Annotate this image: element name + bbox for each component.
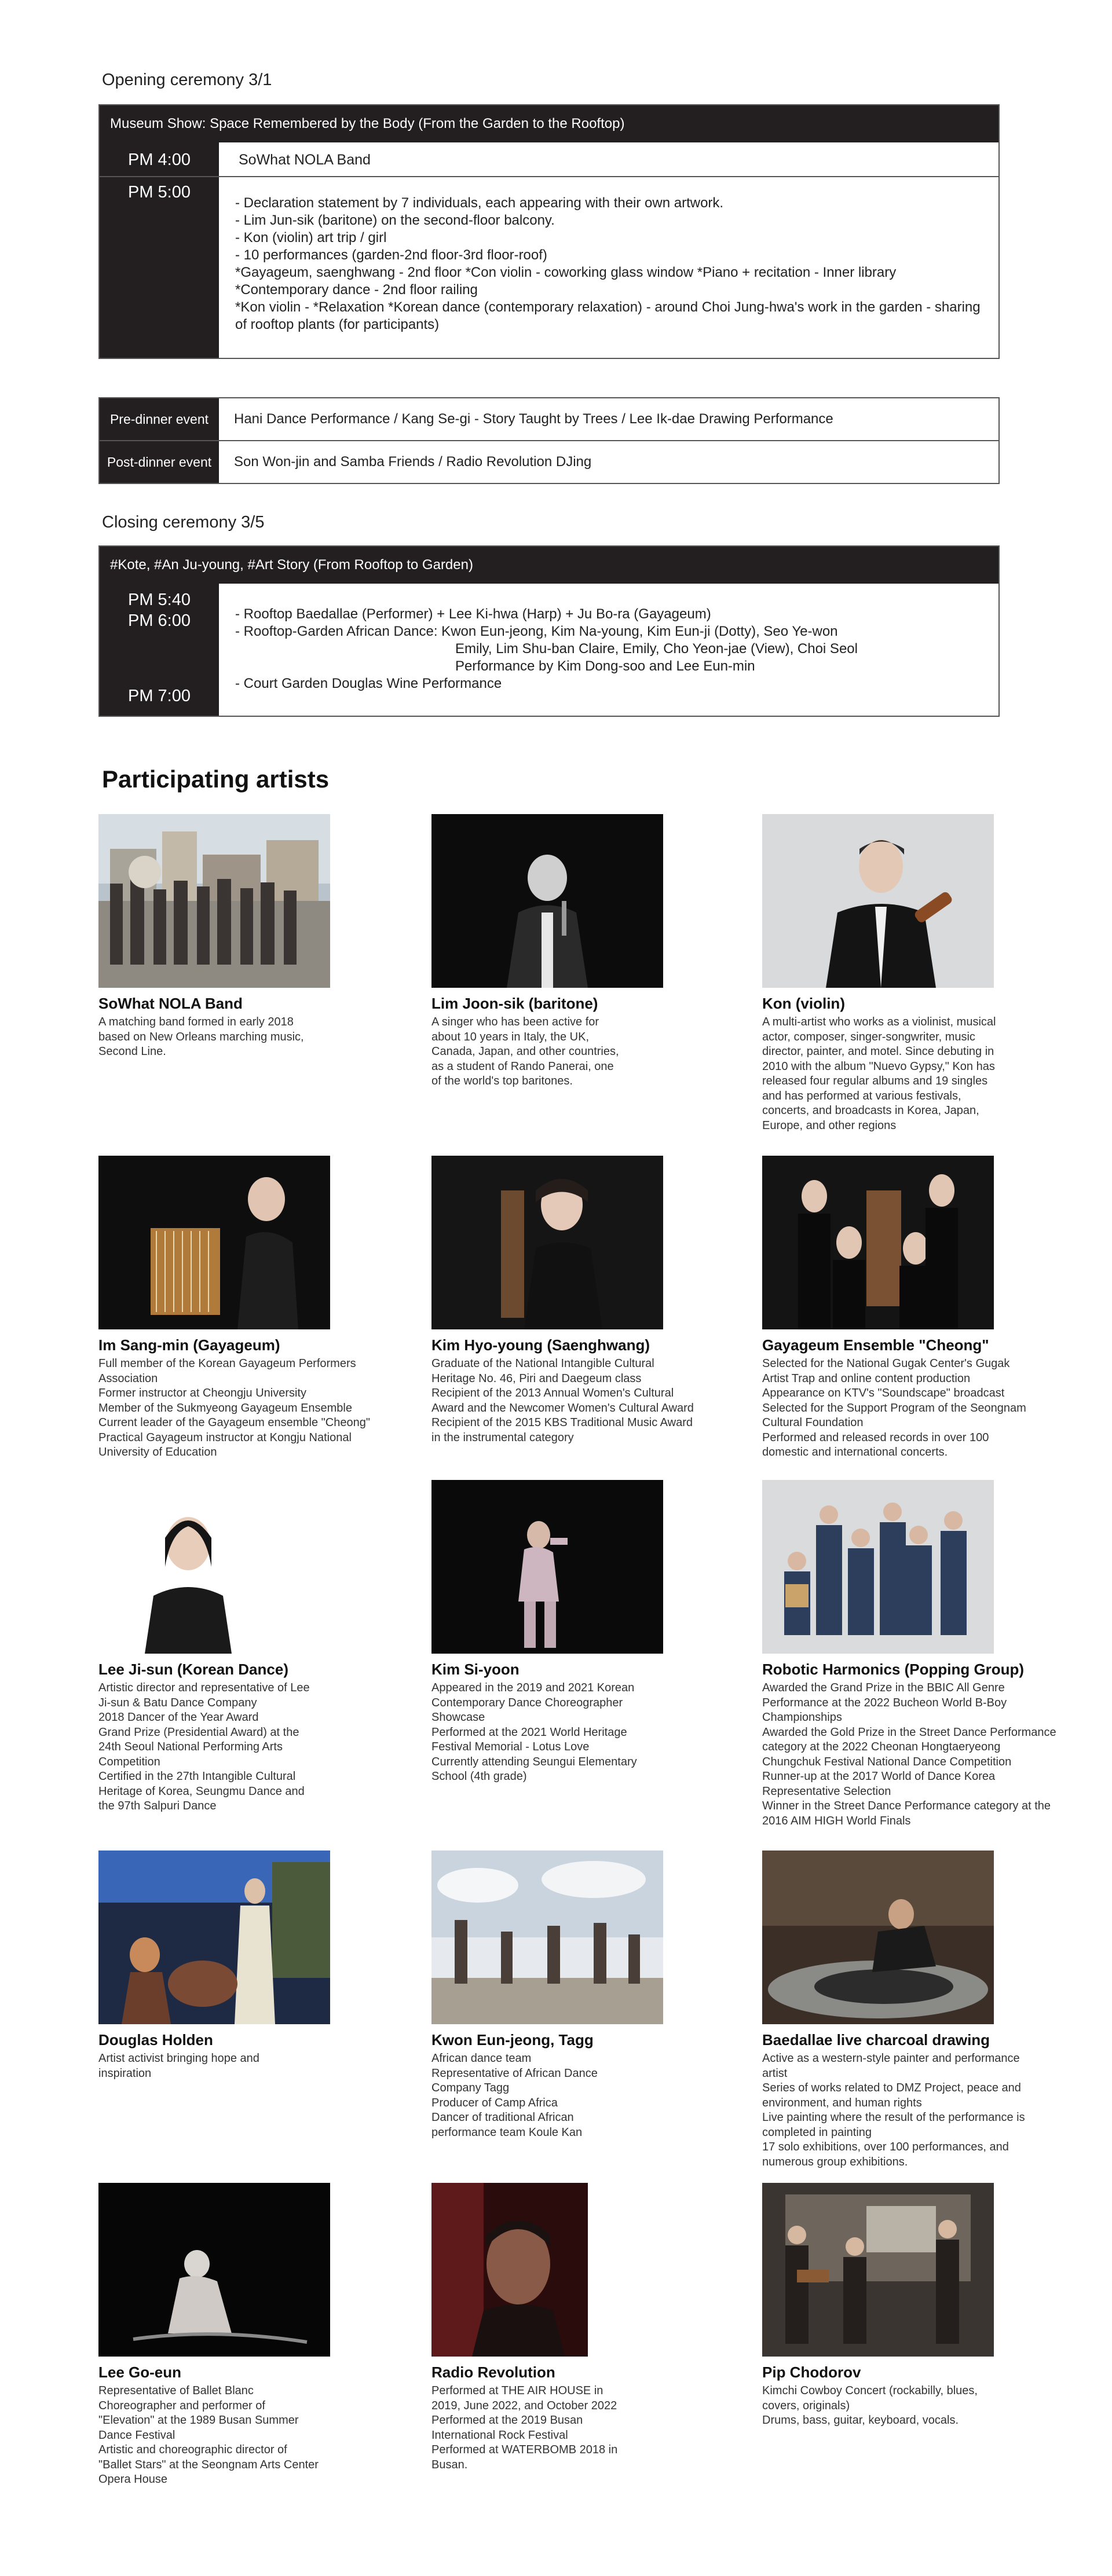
- artist-photo: [762, 1851, 994, 2024]
- artist-description: Representative of Ballet Blanc Choreographer and performer of "Elevation" at the 1989 Busan Summer Dance Festival Artistic and choreographic director of "Ballet Stars" at the Seongnam Arts Center Opera House: [98, 2384, 319, 2486]
- artist-name: Radio Revolution: [431, 2364, 555, 2381]
- artist-photo: [431, 1851, 663, 2024]
- closing-line: Emily, Lim Shu-ban Claire, Emily, Cho Yeon-jae (View), Choi Seol: [455, 641, 858, 657]
- closing-ceremony-header: #Kote, #An Ju-young, #Art Story (From Rooftop to Garden): [100, 547, 998, 584]
- pre-dinner-row: [100, 398, 998, 441]
- artist-description: African dance team Representative of African Dance Company Tagg Producer of Camp Africa Dancer of traditional African performance team Koule Kan: [431, 2052, 598, 2139]
- artist-photo: [431, 1480, 663, 1654]
- artist-photo: [431, 1156, 663, 1329]
- artist-description: Performed at THE AIR HOUSE in 2019, June 2022, and October 2022 Performed at the 2019 Busan International Rock Festival Performed at WATERBOMB 2018 in Busan.: [431, 2384, 618, 2471]
- artist-name: Douglas Holden: [98, 2031, 213, 2049]
- time-cell: PM 4:00: [100, 142, 219, 176]
- artist-photo: [762, 2183, 994, 2357]
- post-dinner-row: [100, 441, 998, 483]
- artist-card: [762, 1851, 1075, 2170]
- artist-name: Gayageum Ensemble "Cheong": [762, 1336, 989, 1354]
- artist-description: A multi-artist who works as a violinist, musical actor, composer, singer-songwriter, music director, painter, and motel. Since debuting in 2010 with the album "Nuevo Gypsy," Kon has released four regular albums and 19 singles and has performed at various festivals, concerts, and broadcasts in Korea, Japan, Europe, and other regions: [762, 1016, 996, 1132]
- closing-row: [100, 584, 998, 716]
- artist-card: [431, 814, 744, 1089]
- dinner-events-table: [98, 397, 1000, 484]
- artist-photo: [762, 1156, 994, 1329]
- opening-row-1: [100, 142, 998, 177]
- artist-card: [431, 2183, 744, 2472]
- artist-name: Kon (violin): [762, 995, 845, 1012]
- artist-name: Baedallae live charcoal drawing: [762, 2031, 990, 2049]
- artist-photo: [98, 1156, 330, 1329]
- artist-card: [98, 1480, 411, 1814]
- closing-line: Performance by Kim Dong-soo and Lee Eun-min: [455, 658, 755, 674]
- artist-card: [762, 2183, 1075, 2428]
- artist-description: Appeared in the 2019 and 2021 Korean Contemporary Dance Choreographer Showcase Performed at the 2021 World Heritage Festival Memorial - Lotus Love Currently attending Seungui Elementary School (4th grade): [431, 1681, 637, 1783]
- artist-description: Kimchi Cowboy Concert (rockabilly, blues, covers, originals) Drums, bass, guitar, keyboard, vocals.: [762, 2384, 978, 2427]
- row-text: - Declaration statement by 7 individuals, each appearing with their own artwork. - Lim Jun-sik (baritone) on the second-floor balcony. - Kon (violin) art trip / girl - 10 performances (garden-2nd floor-3rd floor-roof) *Gayageum, saenghwang - 2nd floor *Con violin - coworking glass window *Piano + recitation - Inner library *Contemporary dance - 2nd floor railing *Kon violin - *Relaxation *Korean dance (contemporary relaxation) - around Choi Jung-hwa's work in the garden - sharing of rooftop plants (for participants): [235, 195, 981, 332]
- artist-name: Robotic Harmonics (Popping Group): [762, 1661, 1025, 1678]
- closing-line: - Rooftop Baedallae (Performer) + Lee Ki-hwa (Harp) + Ju Bo-ra (Gayageum): [235, 606, 711, 622]
- row-text: SoWhat NOLA Band: [239, 152, 371, 168]
- artist-name: Lee Ji-sun (Korean Dance): [98, 1661, 288, 1678]
- artist-photo: [762, 1480, 994, 1654]
- artist-photo: [98, 1480, 330, 1654]
- event-label: Post-dinner event: [100, 441, 219, 483]
- opening-ceremony-header: Museum Show: Space Remembered by the Body (From the Garden to the Rooftop): [100, 105, 998, 142]
- artist-name: Kim Si-yoon: [431, 1661, 520, 1678]
- artist-photo: [431, 814, 663, 988]
- artist-photo: [98, 1851, 330, 2024]
- artist-card: [762, 814, 1075, 1133]
- artist-photo: [762, 814, 994, 988]
- artist-photo: [98, 814, 330, 988]
- closing-ceremony-label: Closing ceremony 3/5: [102, 513, 265, 532]
- artist-description: A singer who has been active for about 10 years in Italy, the UK, Canada, Japan, and other countries, as a student of Rando Panerai, one of the world's top baritones.: [431, 1016, 619, 1087]
- artist-name: Lee Go-eun: [98, 2364, 182, 2381]
- artist-description: Artist activist bringing hope and inspiration: [98, 2052, 259, 2080]
- artist-card: [762, 1156, 1075, 1460]
- closing-line: - Rooftop-Garden African Dance: Kwon Eun-jeong, Kim Na-young, Kim Eun-ji (Dotty), Seo Ye-won: [235, 624, 838, 639]
- event-label: Pre-dinner event: [100, 398, 219, 440]
- artist-description: Active as a western-style painter and performance artist Series of works related to DMZ Project, peace and environment, and human rights Live painting where the result of the performance is completed in painting 17 solo exhibitions, over 100 performances, and numerous group exhibitions.: [762, 2052, 1025, 2168]
- artist-card: [431, 1156, 744, 1445]
- opening-ceremony-label: Opening ceremony 3/1: [102, 71, 272, 89]
- artist-name: Pip Chodorov: [762, 2364, 861, 2381]
- artist-name: Lim Joon-sik (baritone): [431, 995, 598, 1012]
- artist-description: A matching band formed in early 2018 based on New Orleans marching music, Second Line.: [98, 1016, 304, 1058]
- artist-description: Artistic director and representative of Lee Ji-sun & Batu Dance Company 2018 Dancer of the Year Award Grand Prize (Presidential Award) at the 24th Seoul National Performing Arts Competition Certified in the 27th Intangible Cultural Heritage of Korea, Seungmu Dance and the 97th Salpuri Dance: [98, 1681, 310, 1812]
- artist-name: Kim Hyo-young (Saenghwang): [431, 1336, 650, 1354]
- opening-row-2: [100, 177, 998, 358]
- artist-card: [98, 814, 411, 1060]
- time-label: PM 6:00: [128, 611, 191, 630]
- time-label: PM 5:40: [128, 591, 191, 609]
- event-text: Son Won-jin and Samba Friends / Radio Revolution DJing: [234, 454, 592, 470]
- artist-photo: [98, 2183, 330, 2357]
- artist-name: Im Sang-min (Gayageum): [98, 1336, 280, 1354]
- artist-name: Kwon Eun-jeong, Tagg: [431, 2031, 594, 2049]
- closing-line: - Court Garden Douglas Wine Performance: [235, 676, 502, 691]
- artist-description: Awarded the Grand Prize in the BBIC All Genre Performance at the 2022 Bucheon World B-Boy Championships Awarded the Gold Prize in the Street Dance Performance category at the 2022 Cheonan Hongtaeryeong Chungchuk Festival National Dance Competition Runner-up at the 2017 World of Dance Korea Representative Selection Winner in the Street Dance Performance category at the 2016 AIM HIGH World Finals: [762, 1681, 1056, 1827]
- time-label: PM 7:00: [128, 687, 191, 705]
- time-cell: [100, 584, 219, 716]
- closing-ceremony-table: [98, 545, 1000, 717]
- participating-artists-title: Participating artists: [102, 765, 330, 793]
- event-text: Hani Dance Performance / Kang Se-gi - Story Taught by Trees / Lee Ik-dae Drawing Performance: [234, 411, 833, 427]
- artist-card: [431, 1851, 744, 2140]
- time-cell: PM 5:00: [100, 177, 219, 358]
- artist-card: [431, 1480, 744, 1784]
- opening-ceremony-table: [98, 104, 1000, 359]
- artist-name: SoWhat NOLA Band: [98, 995, 243, 1012]
- artist-card: [98, 2183, 411, 2487]
- artist-description: Selected for the National Gugak Center's Gugak Artist Trap and online content production Appearance on KTV's "Soundscape" broadcast Selected for the Support Program of the Seongnam Cultural Foundation Performed and released records in over 100 domestic and international concerts.: [762, 1357, 1026, 1459]
- row-text: [219, 584, 998, 716]
- artist-card: [98, 1851, 411, 2081]
- artist-photo: [431, 2183, 588, 2357]
- artist-card: [762, 1480, 1075, 1829]
- artist-card: [98, 1156, 411, 1460]
- artist-description: Graduate of the National Intangible Cultural Heritage No. 46, Piri and Daegeum class Recipient of the 2013 Annual Women's Cultural Award and the Newcomer Women's Cultural Award Recipient of the 2015 KBS Traditional Music Award in the instrumental category: [431, 1357, 694, 1444]
- artist-description: Full member of the Korean Gayageum Performers Association Former instructor at Cheongju University Member of the Sukmyeong Gayageum Ensemble Current leader of the Gayageum ensemble "Cheong" Practical Gayageum instructor at Kongju National University of Education: [98, 1357, 370, 1459]
